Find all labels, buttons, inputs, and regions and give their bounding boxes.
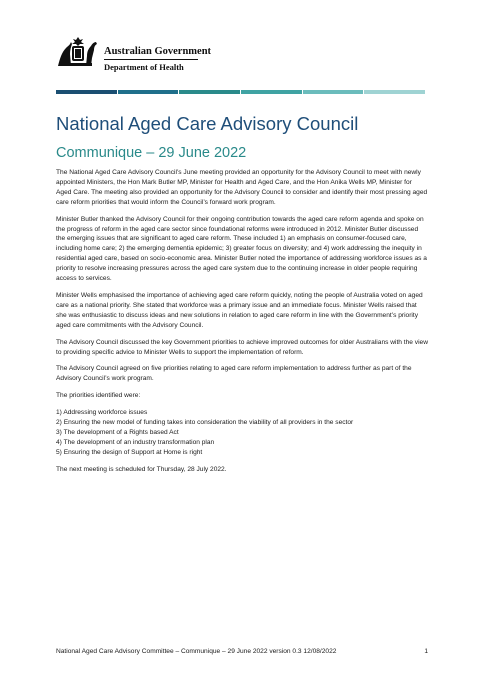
government-name: Australian Government xyxy=(104,46,212,57)
page-footer xyxy=(56,648,428,655)
paragraph: Minister Wells emphasised the importance of achieving aged care reform quickly, noting the people of Australia voted on aged care as a national priority. She stated that workforce was a primary issue and an immediate focus. Minister Wells raised that she was enthusiastic to discuss ideas and new solutions in relation to aged care reform in line with the Government’s priority aged care commitments with the Advisory Council. xyxy=(56,291,423,329)
footer-text: National Aged Care Advisory Committee – Communique – 29 June 2022 version 0.3 12/08/2022 xyxy=(56,648,337,655)
page-number: 1 xyxy=(424,648,428,655)
next-meeting-note: The next meeting is scheduled for Thursday, 28 July 2022. xyxy=(56,465,227,473)
list-item: 1) Addressing workforce issues xyxy=(56,409,148,417)
list-item: 3) The development of a Rights based Act xyxy=(56,428,179,436)
paragraph: Minister Butler thanked the Advisory Council for their ongoing contribution towards the aged care reform agenda and spoke on the progress of reform in the aged care sector since foundational reforms were introduced in 2012. Minister Butler discussed the emerging issues that are significant to aged care reform. These included 1) an emphasis on consumer-focused care, including home care; 2) the emerging dementia epidemic; 3) greater focus on diversity; and 4) work addressing the inequity in residential aged care, based on socio-economic area. Minister Butler noted the importance of addressing workforce issues as a priority to resolve increasing pressures across the aged care system due to the continuing increase in older people requiring access to services. xyxy=(56,215,427,283)
paragraph: The priorities identified were: xyxy=(56,392,141,400)
list-item: 4) The development of an industry transformation plan xyxy=(56,438,215,446)
coat-of-arms-icon xyxy=(56,36,100,70)
band-segment xyxy=(118,90,179,94)
list-item: 5) Ensuring the design of Support at Home is right xyxy=(56,448,203,456)
list-item: 2) Ensuring the new model of funding takes into consideration the viability of all providers in the sector xyxy=(56,419,354,427)
priorities-list xyxy=(56,408,428,458)
communique-body xyxy=(56,168,428,482)
paragraph: The Advisory Council agreed on five priorities relating to aged care reform implementation to address further as part of the Advisory Council’s work program. xyxy=(56,365,412,383)
page-subtitle: Communique – 29 June 2022 xyxy=(56,145,247,161)
paragraph: The Advisory Council discussed the key Government priorities to achieve improved outcomes for older Australians with the view to providing specific advice to Minister Wells to support the implementation of reform. xyxy=(56,338,428,356)
department-name: Department of Health xyxy=(104,62,184,72)
band-segment xyxy=(364,90,425,94)
band-segment xyxy=(179,90,240,94)
band-segment xyxy=(241,90,302,94)
page-title: National Aged Care Advisory Council xyxy=(56,113,359,134)
brand-divider xyxy=(104,59,198,60)
colour-band xyxy=(56,90,426,94)
paragraph: The National Aged Care Advisory Council’s June meeting provided an opportunity for the Advisory Council to meet with newly appointed Ministers, the Hon Mark Butler MP, Minister for Health and Aged Care, and the Hon Anika Wells MP, Minister for Aged Care. The meeting also provided an opportunity for the Advisory Council to consider and identify their most pressing aged care reform priorities that would inform the Council’s forward work program. xyxy=(56,169,428,206)
band-segment xyxy=(303,90,364,94)
government-brand xyxy=(104,46,211,73)
band-segment xyxy=(56,90,117,94)
